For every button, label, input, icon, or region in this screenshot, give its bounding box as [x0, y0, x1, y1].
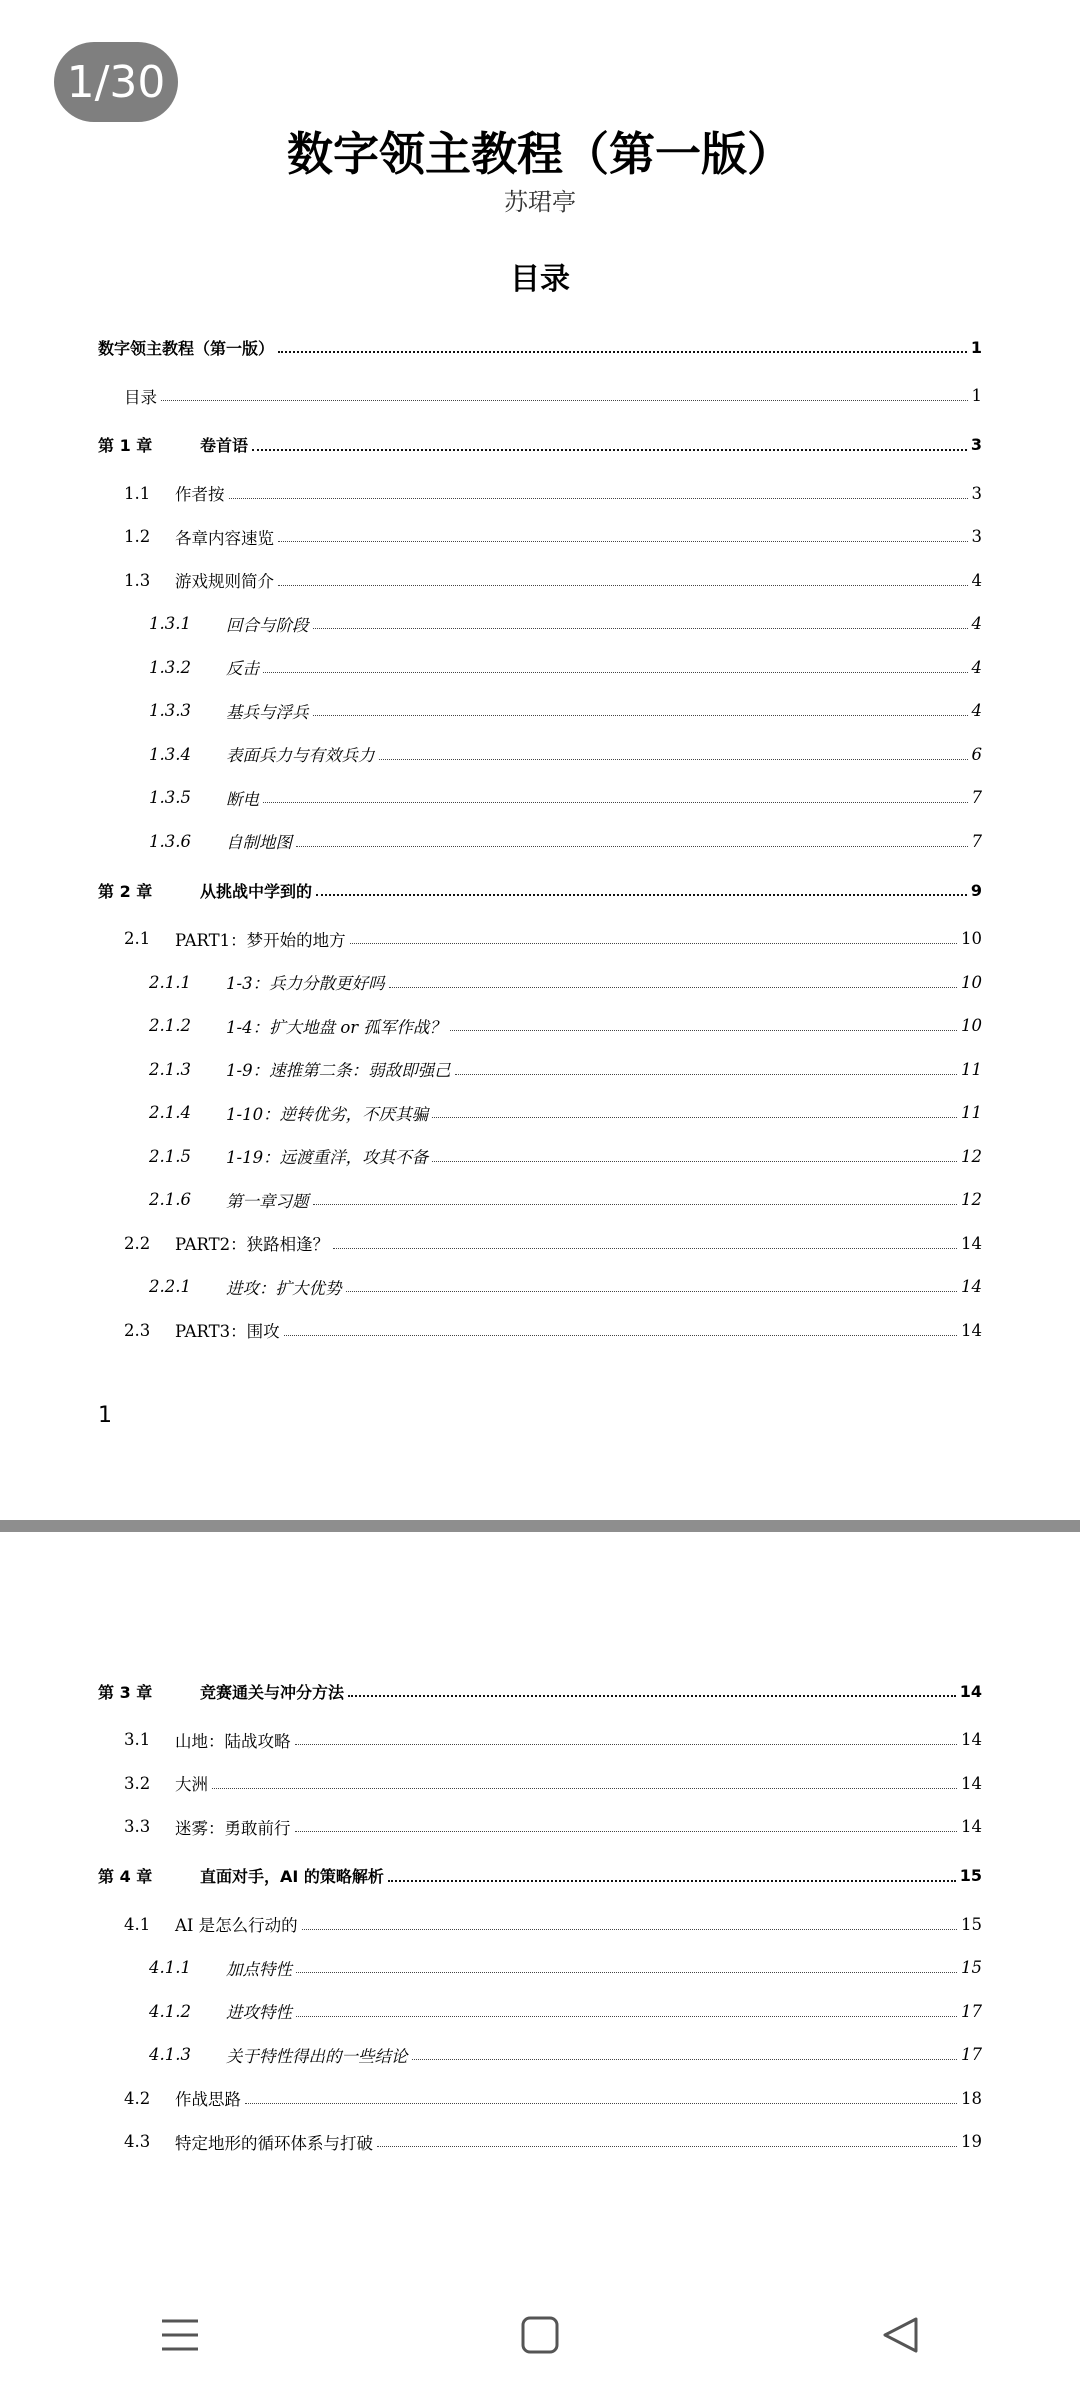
toc-entry[interactable] [98, 733, 982, 777]
toc-dot-leader [278, 541, 968, 542]
toc-entry-page: 14 [961, 1233, 982, 1253]
toc-entry[interactable] [98, 820, 982, 864]
toc-entry-page: 14 [959, 1681, 982, 1701]
home-icon [520, 2315, 560, 2355]
toc-dot-leader [350, 943, 957, 944]
toc-entry-number: 3.2 [124, 1773, 151, 1793]
toc-entry[interactable] [98, 776, 982, 820]
document-title: 数字领主教程（第一版） [287, 127, 793, 181]
toc-dot-leader [245, 2103, 957, 2104]
toc-entry-page: 9 [970, 880, 982, 900]
toc-entry-page: 18 [961, 2088, 982, 2108]
system-navigation-bar [0, 2270, 1080, 2400]
toc-entry[interactable] [98, 1664, 982, 1718]
toc-entry-number: 2.1.4 [149, 1103, 191, 1123]
toc-entry-number: 第 4 章 [98, 1867, 153, 1886]
toc-entry-title: 竞赛通关与冲分方法 [200, 1682, 345, 1702]
toc-dot-leader [313, 1204, 958, 1205]
toc-dot-leader [432, 1161, 957, 1162]
toc-entry-title: 1-19：远渡重洋，攻其不备 [226, 1148, 429, 1168]
menu-icon [158, 2315, 202, 2355]
toc-dot-leader [229, 498, 968, 499]
toc-entry-title: 数字领主教程（第一版） [98, 338, 275, 358]
toc-entry-page: 7 [971, 788, 982, 808]
toc-entry-number: 2.1 [124, 929, 151, 949]
toc-entry[interactable] [98, 1222, 982, 1266]
toc-entry-page: 3 [971, 527, 982, 547]
toc-entry-page: 6 [971, 744, 982, 764]
toc-entry-page: 15 [959, 1866, 982, 1885]
toc-dot-leader [284, 1335, 957, 1336]
back-icon [880, 2315, 920, 2355]
toc-entry[interactable] [98, 1762, 982, 1806]
toc-entry-title: PART2：狭路相逢？ [175, 1235, 330, 1255]
toc-entry-number: 3.3 [124, 1817, 151, 1837]
toc-entry-number: 2.1.5 [149, 1146, 191, 1166]
toc-entry[interactable] [98, 1091, 982, 1135]
toc-entry-number: 第 3 章 [98, 1682, 153, 1702]
toc-entry-page: 4 [971, 614, 982, 634]
toc-entry-title: 山地：陆战攻略 [175, 1731, 291, 1751]
toc-entry-page: 10 [961, 972, 982, 992]
toc-entry-page: 15 [961, 1914, 982, 1934]
toc-dot-leader [313, 628, 968, 629]
toc-entry-title: 目录 [124, 387, 157, 407]
toc-entry-page: 14 [961, 1277, 982, 1297]
toc-entry-title: 断电 [226, 789, 259, 809]
toc-entry[interactable] [98, 418, 982, 472]
toc-entry-page: 19 [961, 2132, 982, 2152]
back-button[interactable] [855, 2290, 945, 2380]
toc-entry-page: 14 [961, 1817, 982, 1837]
toc-entry-page: 3 [970, 435, 982, 454]
toc-entry[interactable] [98, 1718, 982, 1762]
toc-entry[interactable] [98, 1004, 982, 1048]
home-button[interactable] [495, 2290, 585, 2380]
toc-dot-leader [296, 1972, 957, 1973]
toc-entry-title: AI 是怎么行动的 [175, 1916, 298, 1936]
toc-entry-number: 第 1 章 [98, 436, 153, 455]
toc-dot-leader [263, 802, 968, 803]
toc-entry-page: 4 [971, 570, 982, 590]
toc-entry-number: 2.1.3 [149, 1059, 191, 1079]
toc-entry-title: PART1：梦开始的地方 [175, 930, 346, 950]
toc-entry-number: 4.2 [124, 2088, 151, 2108]
toc-entry[interactable] [98, 320, 982, 374]
toc-dot-leader [296, 846, 968, 847]
toc-list [98, 320, 982, 1352]
toc-entry-page: 14 [961, 1773, 982, 1793]
toc-dot-leader [252, 449, 967, 451]
toc-entry-number: 1.2 [124, 527, 151, 547]
toc-dot-leader [432, 1117, 957, 1118]
toc-entry[interactable] [98, 917, 982, 961]
toc-dot-leader [316, 894, 967, 896]
document-page-2 [0, 1532, 1080, 2160]
toc-entry[interactable] [98, 1903, 982, 1947]
toc-entry-number: 3.1 [124, 1730, 151, 1750]
toc-entry[interactable] [98, 374, 982, 418]
toc-dot-leader [346, 1291, 958, 1292]
toc-dot-leader [161, 400, 968, 401]
toc-dot-leader [388, 1880, 956, 1882]
toc-entry-page: 15 [961, 1958, 982, 1978]
toc-entry-title: 1-10：逆转优劣，不厌其骗 [226, 1104, 429, 1124]
toc-entry-number: 4.1.2 [149, 2001, 191, 2021]
toc-entry[interactable] [98, 472, 982, 516]
toc-entry-title: 各章内容速览 [175, 528, 274, 548]
toc-entry[interactable] [98, 1309, 982, 1353]
toc-entry-title: 加点特性 [226, 1959, 292, 1979]
toc-entry-number: 1.3.4 [149, 744, 191, 764]
toc-dot-leader [295, 1744, 958, 1745]
document-author: 苏珺亭 [504, 188, 576, 216]
toc-entry-number: 2.1.2 [149, 1016, 191, 1036]
page-indicator: 1/30 [54, 42, 178, 122]
toc-entry-title: 作战思路 [175, 2090, 241, 2110]
toc-entry-page: 10 [961, 929, 982, 949]
toc-entry-title: 关于特性得出的一些结论 [226, 2046, 408, 2066]
toc-entry-number: 2.1.1 [149, 972, 191, 992]
toc-dot-leader [412, 2059, 958, 2060]
toc-entry-number: 1.3 [124, 570, 151, 590]
page-divider [0, 1520, 1080, 1532]
toc-entry-page: 3 [971, 483, 982, 503]
toc-entry-title: 1-9：速推第二条：弱敌即强己 [226, 1061, 451, 1081]
toc-entry-number: 4.1.3 [149, 2045, 191, 2065]
toc-entry-page: 11 [961, 1103, 982, 1123]
toc-entry-title: 表面兵力与有效兵力 [226, 746, 375, 766]
toc-entry-page: 12 [961, 1146, 982, 1166]
toc-entry-title: 大洲 [175, 1775, 208, 1795]
toc-heading: 目录 [510, 262, 570, 297]
toc-entry-number: 4.3 [124, 2132, 151, 2152]
toc-entry-page: 4 [971, 701, 982, 721]
toc-entry[interactable] [98, 559, 982, 603]
toc-entry-title: PART3：围攻 [175, 1322, 280, 1342]
toc-dot-leader [295, 1831, 958, 1832]
toc-entry-page: 1 [970, 337, 982, 357]
toc-entry-page: 17 [961, 2045, 982, 2065]
toc-entry-title: 第一章习题 [226, 1191, 309, 1211]
toc-dot-leader [313, 715, 968, 716]
toc-dot-leader [379, 759, 968, 760]
toc-entry-number: 2.2.1 [149, 1277, 191, 1297]
toc-entry-title: 进攻：扩大优势 [226, 1278, 342, 1298]
toc-dot-leader [333, 1248, 957, 1249]
toc-entry[interactable] [98, 1805, 982, 1849]
toc-entry-page: 14 [961, 1320, 982, 1340]
toc-entry-number: 2.2 [124, 1233, 151, 1253]
page-footer-number: 1 [98, 1403, 112, 1428]
toc-entry-page: 4 [971, 657, 982, 677]
toc-list [98, 1664, 982, 2160]
toc-entry[interactable] [98, 646, 982, 690]
toc-entry-number: 1.3.6 [149, 831, 191, 851]
toc-entry-title: 直面对手，AI 的策略解析 [200, 1867, 384, 1886]
toc-dot-leader [389, 987, 957, 988]
toc-entry[interactable] [98, 2077, 982, 2121]
toc-entry-title: 基兵与浮兵 [226, 702, 309, 722]
toc-entry-title: 进攻特性 [226, 2003, 292, 2023]
toc-entry-number: 2.3 [124, 1320, 151, 1340]
toc-entry-page: 7 [971, 831, 982, 851]
toc-dot-leader [263, 672, 968, 673]
toc-entry-number: 1.3.5 [149, 788, 191, 808]
toc-entry-title: 自制地图 [226, 833, 292, 853]
toc-entry[interactable] [98, 1178, 982, 1222]
menu-button[interactable] [135, 2290, 225, 2380]
toc-dot-leader [302, 1929, 957, 1930]
toc-entry[interactable] [98, 689, 982, 733]
toc-entry[interactable] [98, 602, 982, 646]
toc-dot-leader [212, 1788, 957, 1789]
toc-entry[interactable] [98, 1946, 982, 1990]
toc-entry[interactable] [98, 1849, 982, 1903]
toc-entry-title: 特定地形的循环体系与打破 [175, 2133, 373, 2153]
toc-entry-title: 1-3：兵力分散更好吗 [226, 974, 385, 994]
toc-entry-number: 4.1.1 [149, 1958, 191, 1978]
toc-entry[interactable] [98, 1135, 982, 1179]
toc-entry[interactable] [98, 863, 982, 917]
toc-entry-title: 从挑战中学到的 [200, 881, 313, 901]
toc-dot-leader [278, 351, 967, 353]
toc-dot-leader [296, 2016, 957, 2017]
toc-entry-title: 游戏规则简介 [175, 572, 274, 592]
toc-entry-number: 1.3.2 [149, 657, 191, 677]
toc-entry-title: 回合与阶段 [226, 615, 309, 635]
toc-entry-title: 卷首语 [200, 436, 249, 455]
toc-entry-page: 11 [961, 1059, 982, 1079]
toc-entry-number: 1.1 [124, 483, 151, 503]
toc-entry-number: 4.1 [124, 1914, 151, 1934]
toc-entry-number: 第 2 章 [98, 881, 153, 901]
toc-entry[interactable] [98, 961, 982, 1005]
toc-entry-title: 迷雾：勇敢前行 [175, 1818, 291, 1838]
toc-entry-title: 作者按 [175, 485, 225, 505]
toc-entry[interactable] [98, 2033, 982, 2077]
toc-entry-page: 10 [961, 1016, 982, 1036]
toc-entry-page: 17 [961, 2001, 982, 2021]
toc-dot-leader [450, 1030, 957, 1031]
toc-entry[interactable] [98, 1265, 982, 1309]
toc-dot-leader [455, 1074, 957, 1075]
toc-entry[interactable] [98, 515, 982, 559]
toc-entry-number: 2.1.6 [149, 1190, 191, 1210]
toc-dot-leader [278, 585, 968, 586]
toc-entry[interactable] [98, 1048, 982, 1092]
toc-entry-page: 1 [971, 386, 982, 406]
toc-entry-number: 1.3.3 [149, 701, 191, 721]
toc-entry-title: 1-4：扩大地盘 or 孤军作战？ [226, 1017, 446, 1037]
toc-entry-title: 反击 [226, 659, 259, 679]
toc-dot-leader [377, 2146, 957, 2147]
toc-entry-page: 12 [961, 1190, 982, 1210]
toc-entry[interactable] [98, 1990, 982, 2034]
toc-dot-leader [348, 1695, 956, 1697]
toc-entry[interactable] [98, 2120, 982, 2160]
toc-entry-number: 1.3.1 [149, 614, 191, 634]
toc-entry-page: 14 [961, 1730, 982, 1750]
